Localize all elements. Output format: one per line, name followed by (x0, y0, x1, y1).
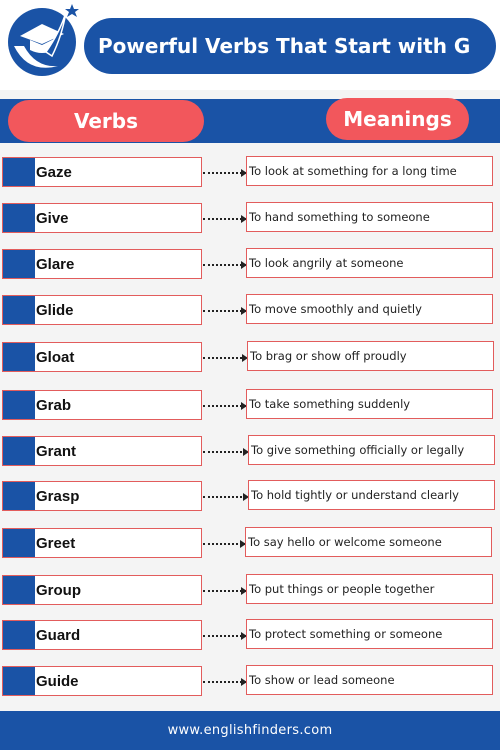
dotted-connector (203, 590, 246, 592)
verb-marker-square (3, 250, 35, 278)
meaning-box: To hand something to someone (246, 202, 493, 232)
dotted-connector (203, 310, 246, 312)
verb-marker-square (3, 667, 35, 695)
verb-marker-square (3, 529, 35, 557)
meaning-box: To show or lead someone (246, 665, 493, 695)
dotted-connector (203, 451, 246, 453)
verb-box (2, 528, 202, 558)
meaning-box: To give something officially or legally (248, 435, 495, 465)
verb-box (2, 157, 202, 187)
page-title: Powerful Verbs That Start with G (84, 18, 496, 74)
verb-box (2, 620, 202, 650)
verb-marker-square (3, 482, 35, 510)
verb-marker-square (3, 621, 35, 649)
verb-label: Grant (36, 442, 77, 460)
header (0, 0, 500, 90)
verb-marker-square (3, 576, 35, 604)
meaning-box: To take something suddenly (246, 389, 493, 419)
verb-label: Gloat (36, 348, 75, 366)
verb-label: Grab (36, 396, 72, 414)
dotted-connector (203, 357, 246, 359)
verb-box (2, 295, 202, 325)
meaning-box: To hold tightly or understand clearly (248, 480, 495, 510)
verb-marker-square (3, 296, 35, 324)
meaning-box: To move smoothly and quietly (246, 294, 493, 324)
verb-box (2, 249, 202, 279)
meanings-column-label: Meanings (326, 98, 469, 140)
footer-url: www.englishfinders.com (0, 711, 500, 750)
verb-label: Glide (36, 301, 74, 319)
verb-box (2, 436, 202, 466)
meaning-box: To say hello or welcome someone (245, 527, 492, 557)
verb-marker-square (3, 391, 35, 419)
dotted-connector (203, 264, 246, 266)
verb-marker-square (3, 343, 35, 371)
dotted-connector (203, 681, 246, 683)
dotted-connector (203, 172, 246, 174)
meaning-box: To put things or people together (246, 574, 493, 604)
dotted-connector (203, 496, 246, 498)
verb-label: Gaze (36, 163, 72, 181)
verb-box (2, 390, 202, 420)
dotted-connector (203, 635, 246, 637)
verb-label: Grasp (36, 487, 80, 505)
verb-marker-square (3, 204, 35, 232)
graduate-logo-icon (2, 2, 82, 82)
meaning-box: To look at something for a long time (246, 156, 493, 186)
verb-label: Guard (36, 626, 81, 644)
verb-box (2, 575, 202, 605)
verb-marker-square (3, 158, 35, 186)
verbs-column-label: Verbs (8, 100, 204, 142)
verb-box (2, 203, 202, 233)
verb-box (2, 481, 202, 511)
dotted-connector (203, 405, 246, 407)
verb-label: Glare (36, 255, 75, 273)
meaning-box: To protect something or someone (246, 619, 493, 649)
meaning-box: To brag or show off proudly (247, 341, 494, 371)
meaning-box: To look angrily at someone (246, 248, 493, 278)
verb-box (2, 666, 202, 696)
verb-label: Group (36, 581, 81, 599)
verb-label: Guide (36, 672, 79, 690)
dotted-connector (203, 218, 246, 220)
verb-label: Give (36, 209, 69, 227)
verb-label: Greet (36, 534, 76, 552)
verb-marker-square (3, 437, 35, 465)
verb-box (2, 342, 202, 372)
